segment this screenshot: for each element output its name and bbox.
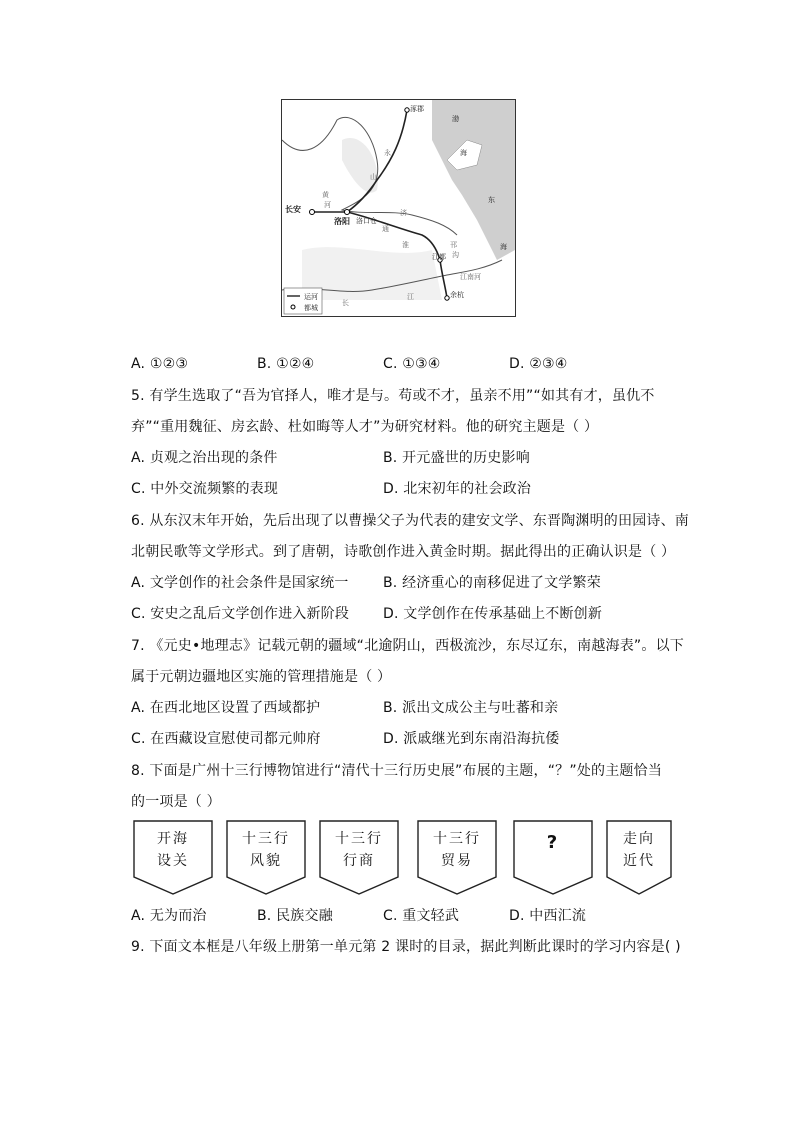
legend-capital: 都城 [304, 304, 318, 312]
q8-option-d: D. 中西汇流 [509, 908, 587, 924]
q9-stem-line1: 9. 下面文本框是八年级上册第一单元第 2 课时的目录，据此判断此课时的学习内容是( ) [131, 939, 681, 955]
q4-option-a: A. ①②③ [131, 356, 189, 372]
theme-box-6 [606, 820, 672, 895]
q8-stem-line2: 的一项是（ ） [131, 794, 221, 810]
theme-box-3 [319, 820, 399, 895]
map-label-han: 邗 [450, 241, 457, 249]
legend-canal: 运河 [304, 293, 318, 301]
theme-box-1 [133, 820, 213, 895]
map-drawing [282, 100, 515, 316]
map-label-jiang: 江 [407, 293, 414, 301]
map-label-he2: 河 [324, 201, 331, 209]
map-label-zhuojun: 涿郡 [410, 105, 424, 113]
q5-option-a: A. 贞观之治出现的条件 [131, 450, 278, 466]
map-label-yuhang: 余杭 [450, 291, 464, 299]
q6-stem-line2: 北朝民歌等文学形式。到了唐朝，诗歌创作进入黄金时期。据此得出的正确认识是（ ） [131, 544, 676, 560]
q4-option-d: D. ②③④ [509, 356, 568, 372]
q7-option-d: D. 派戚继光到东南沿海抗倭 [383, 731, 560, 747]
theme-box-4-l1: 十三行 [433, 831, 481, 847]
theme-box-5 [513, 820, 593, 895]
map-label-ji: 济 [400, 209, 407, 217]
q6-option-d: D. 文学创作在传承基础上不断创新 [383, 606, 603, 622]
q7-option-c: C. 在西藏设宣慰使司都元帅府 [131, 731, 321, 747]
q7-option-a: A. 在西北地区设置了西域都护 [131, 700, 321, 716]
map-label-jiangnan: 江南河 [460, 273, 481, 281]
map-label-hai: 海 [460, 149, 467, 157]
q6-stem-line1: 6. 从东汉末年开始，先后出现了以曹操父子为代表的建安文学、东晋陶渊明的田园诗、南 [131, 513, 690, 529]
q8-option-a: A. 无为而治 [131, 908, 207, 924]
theme-box-4 [417, 820, 497, 895]
grand-canal-map [281, 99, 516, 317]
q4-option-b: B. ①②④ [257, 356, 315, 372]
map-label-he1: 黄 [322, 191, 329, 199]
q5-option-b: B. 开元盛世的历史影响 [383, 450, 530, 466]
map-label-jiangdu: 江都 [432, 253, 446, 261]
map-label-shan: 山 [370, 173, 377, 181]
theme-box-5-question: ? [546, 832, 560, 853]
map-label-yong: 永 [384, 149, 391, 157]
q5-option-c: C. 中外交流频繁的表现 [131, 481, 279, 497]
theme-box-6-l2: 近代 [623, 853, 655, 869]
map-label-luokoucang: 洛口仓 [356, 217, 377, 225]
theme-box-2-l1: 十三行 [242, 831, 290, 847]
map-label-huai: 淮 [402, 241, 409, 249]
theme-box-6-l1: 走向 [623, 831, 655, 847]
q5-stem-line1: 5. 有学生选取了“吾为官择人，唯才是与。苟或不才，虽亲不用”“如其有才，虽仇不 [131, 388, 655, 404]
q7-stem-line1: 7. 《元史•地理志》记载元朝的疆域“北逾阴山，西极流沙，东尽辽东，南越海表”。以下 [131, 638, 684, 654]
map-label-gou: 沟 [452, 251, 459, 259]
theme-box-1-l2: 设关 [157, 853, 189, 869]
map-label-hai2: 海 [500, 243, 507, 251]
q6-option-a: A. 文学创作的社会条件是国家统一 [131, 575, 349, 591]
theme-box-2 [226, 820, 306, 895]
map-label-dong: 东 [488, 196, 495, 204]
q4-option-c: C. ①③④ [383, 356, 441, 372]
q8-stem-line1: 8. 下面是广州十三行博物馆进行“清代十三行历史展”布展的主题，“？”处的主题恰当 [131, 763, 663, 779]
map-label-bo: 渤 [452, 115, 459, 123]
theme-box-2-l2: 风貌 [250, 853, 282, 869]
theme-box-3-l2: 行商 [343, 853, 375, 869]
q5-option-d: D. 北宋初年的社会政治 [383, 481, 532, 497]
theme-box-1-l1: 开海 [157, 831, 189, 847]
q7-stem-line2: 属于元朝边疆地区实施的管理措施是（ ） [131, 669, 392, 685]
map-label-luoyang: 洛阳 [334, 217, 350, 226]
q6-option-c: C. 安史之乱后文学创作进入新阶段 [131, 606, 350, 622]
q6-option-b: B. 经济重心的南移促进了文学繁荣 [383, 575, 601, 591]
q8-option-c: C. 重文轻武 [383, 908, 460, 924]
map-label-chang: 长 [342, 299, 349, 307]
map-label-changan: 长安 [285, 205, 301, 214]
q7-option-b: B. 派出文成公主与吐蕃和亲 [383, 700, 559, 716]
map-label-tong: 通 [382, 225, 389, 233]
theme-box-4-l2: 贸易 [441, 853, 473, 869]
q5-stem-line2: 弃”“重用魏征、房玄龄、杜如晦等人才”为研究材料。他的研究主题是（ ） [131, 419, 599, 435]
theme-box-3-l1: 十三行 [335, 831, 383, 847]
q8-option-b: B. 民族交融 [257, 908, 333, 924]
